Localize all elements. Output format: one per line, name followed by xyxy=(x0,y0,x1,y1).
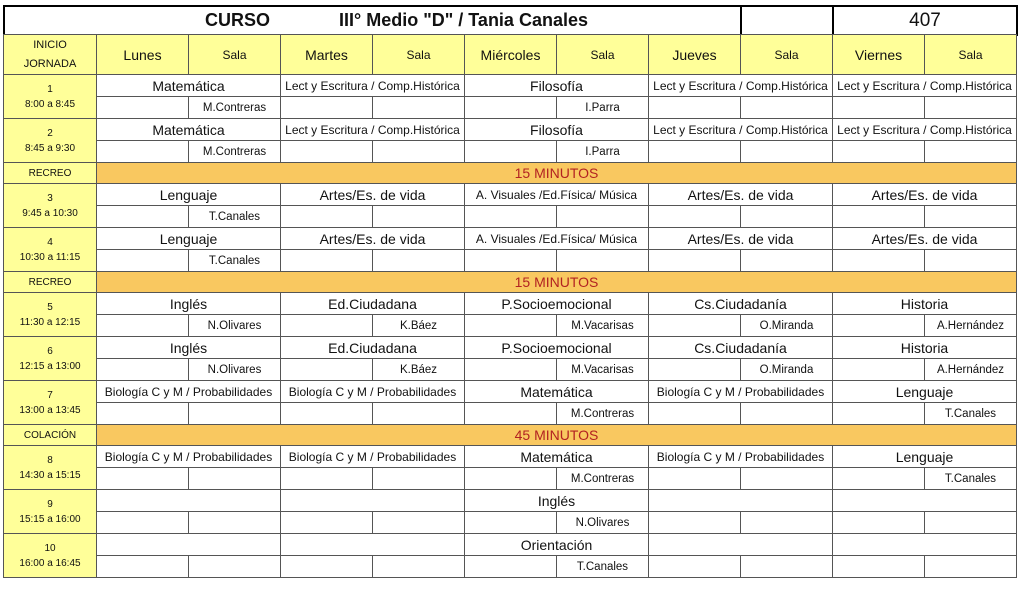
subject-cell: Inglés xyxy=(97,293,281,315)
break-row xyxy=(4,272,1017,293)
period-subject-row xyxy=(4,534,1017,556)
room-cell xyxy=(649,403,741,425)
period-teacher-row xyxy=(4,97,1017,119)
title-spacer-cell xyxy=(741,6,833,35)
room-cell xyxy=(465,359,557,381)
room-cell xyxy=(649,141,741,163)
subject-cell: Artes/Es. de vida xyxy=(281,184,465,206)
header-jornada-line2: JORNADA xyxy=(23,57,77,70)
period-number: 9 xyxy=(47,498,53,510)
room-cell xyxy=(833,250,925,272)
room-cell xyxy=(465,556,557,578)
period-number: 6 xyxy=(47,345,53,357)
header-jornada-line1: INICIO xyxy=(33,38,67,51)
period-label-cell xyxy=(4,337,97,381)
room-cell xyxy=(833,97,925,119)
period-number: 7 xyxy=(47,389,53,401)
teacher-cell: T.Canales xyxy=(189,206,281,228)
teacher-cell: T.Canales xyxy=(557,556,649,578)
teacher-cell xyxy=(189,468,281,490)
period-time: 8:00 a 8:45 xyxy=(24,98,76,110)
subject-cell xyxy=(833,534,1017,556)
teacher-cell xyxy=(741,403,833,425)
period-label-cell xyxy=(4,381,97,425)
teacher-cell xyxy=(741,250,833,272)
header-sala: Sala xyxy=(189,35,281,75)
subject-cell: Lect y Escritura / Comp.Histórica xyxy=(833,119,1017,141)
subject-cell: Lect y Escritura / Comp.Histórica xyxy=(281,119,465,141)
room-cell xyxy=(281,250,373,272)
period-time: 11:30 a 12:15 xyxy=(19,316,81,328)
teacher-cell xyxy=(189,556,281,578)
room-cell xyxy=(281,97,373,119)
header-day: Viernes xyxy=(833,35,925,75)
room-cell xyxy=(649,512,741,534)
period-label-cell xyxy=(4,446,97,490)
room-cell xyxy=(465,141,557,163)
period-label-cell xyxy=(4,119,97,163)
course-title-cell xyxy=(4,6,741,35)
subject-cell: Filosofía xyxy=(465,75,649,97)
period-subject-row xyxy=(4,119,1017,141)
header-sala: Sala xyxy=(925,35,1017,75)
period-teacher-row xyxy=(4,556,1017,578)
teacher-cell xyxy=(557,250,649,272)
subject-cell: Lect y Escritura / Comp.Histórica xyxy=(649,119,833,141)
room-cell xyxy=(649,359,741,381)
subject-cell: Cs.Ciudadanía xyxy=(649,293,833,315)
period-subject-row xyxy=(4,446,1017,468)
subject-cell: Lect y Escritura / Comp.Histórica xyxy=(833,75,1017,97)
room-cell xyxy=(281,141,373,163)
subject-cell: Inglés xyxy=(465,490,649,512)
subject-cell: Lenguaje xyxy=(833,381,1017,403)
teacher-cell xyxy=(741,97,833,119)
subject-cell: Matemática xyxy=(97,75,281,97)
break-label: RECREO xyxy=(4,272,97,293)
teacher-cell xyxy=(741,556,833,578)
room-cell xyxy=(97,206,189,228)
teacher-cell xyxy=(557,206,649,228)
teacher-cell xyxy=(741,512,833,534)
period-time: 8:45 a 9:30 xyxy=(24,142,76,154)
subject-cell: Lect y Escritura / Comp.Histórica xyxy=(649,75,833,97)
header-day: Miércoles xyxy=(465,35,557,75)
teacher-cell: A.Hernández xyxy=(925,315,1017,337)
period-number: 2 xyxy=(47,127,53,139)
period-label-cell xyxy=(4,228,97,272)
subject-cell: P.Socioemocional xyxy=(465,337,649,359)
room-cell xyxy=(649,97,741,119)
teacher-cell xyxy=(925,141,1017,163)
period-teacher-row xyxy=(4,315,1017,337)
subject-cell: Ed.Ciudadana xyxy=(281,337,465,359)
room-cell xyxy=(649,250,741,272)
period-label-cell xyxy=(4,534,97,578)
room-number: 407 xyxy=(833,6,1017,35)
teacher-cell: N.Olivares xyxy=(189,315,281,337)
teacher-cell: M.Contreras xyxy=(189,97,281,119)
subject-cell: Artes/Es. de vida xyxy=(833,228,1017,250)
header-day: Lunes xyxy=(97,35,189,75)
subject-cell: P.Socioemocional xyxy=(465,293,649,315)
room-cell xyxy=(97,359,189,381)
period-subject-row xyxy=(4,381,1017,403)
room-cell xyxy=(97,403,189,425)
period-subject-row xyxy=(4,184,1017,206)
room-cell xyxy=(97,250,189,272)
teacher-cell: I.Parra xyxy=(557,141,649,163)
teacher-cell: N.Olivares xyxy=(189,359,281,381)
timetable xyxy=(3,34,1017,578)
period-time: 14:30 a 15:15 xyxy=(19,469,81,481)
teacher-cell: M.Vacarisas xyxy=(557,359,649,381)
subject-cell xyxy=(649,534,833,556)
period-number: 5 xyxy=(47,301,53,313)
subject-cell: Ed.Ciudadana xyxy=(281,293,465,315)
period-number: 10 xyxy=(44,542,56,554)
teacher-cell: O.Miranda xyxy=(741,359,833,381)
header-day: Martes xyxy=(281,35,373,75)
room-cell xyxy=(281,315,373,337)
subject-cell xyxy=(281,490,465,512)
period-number: 8 xyxy=(47,454,53,466)
room-cell xyxy=(281,403,373,425)
teacher-cell xyxy=(741,206,833,228)
teacher-cell: A.Hernández xyxy=(925,359,1017,381)
room-cell xyxy=(833,512,925,534)
period-time: 13:00 a 13:45 xyxy=(19,404,81,416)
subject-cell: Matemática xyxy=(465,446,649,468)
room-cell xyxy=(649,556,741,578)
period-number: 1 xyxy=(47,83,53,95)
subject-cell: Artes/Es. de vida xyxy=(833,184,1017,206)
break-label: RECREO xyxy=(4,163,97,184)
teacher-cell xyxy=(373,97,465,119)
teacher-cell: M.Contreras xyxy=(189,141,281,163)
room-cell xyxy=(465,250,557,272)
room-cell xyxy=(465,206,557,228)
subject-cell: Lenguaje xyxy=(833,446,1017,468)
period-teacher-row xyxy=(4,250,1017,272)
subject-cell: Biología C y M / Probabilidades xyxy=(281,446,465,468)
header-sala: Sala xyxy=(741,35,833,75)
period-teacher-row xyxy=(4,468,1017,490)
subject-cell xyxy=(97,490,281,512)
header-row xyxy=(4,35,1017,75)
period-subject-row xyxy=(4,337,1017,359)
teacher-cell xyxy=(741,141,833,163)
room-cell xyxy=(833,315,925,337)
teacher-cell xyxy=(189,403,281,425)
teacher-cell: T.Canales xyxy=(925,468,1017,490)
curso-label: CURSO xyxy=(205,10,271,30)
subject-cell: Biología C y M / Probabilidades xyxy=(281,381,465,403)
break-duration: 15 MINUTOS xyxy=(97,272,1017,293)
period-subject-row xyxy=(4,228,1017,250)
period-time: 12:15 a 13:00 xyxy=(19,360,81,372)
teacher-cell xyxy=(925,556,1017,578)
subject-cell: Biología C y M / Probabilidades xyxy=(649,381,833,403)
subject-cell: Lenguaje xyxy=(97,184,281,206)
teacher-cell xyxy=(373,250,465,272)
room-cell xyxy=(281,468,373,490)
break-label: COLACIÓN xyxy=(4,425,97,446)
break-duration: 45 MINUTOS xyxy=(97,425,1017,446)
room-cell xyxy=(281,512,373,534)
room-cell xyxy=(649,206,741,228)
room-cell xyxy=(97,141,189,163)
subject-cell: Historia xyxy=(833,293,1017,315)
subject-cell: Historia xyxy=(833,337,1017,359)
subject-cell: Artes/Es. de vida xyxy=(649,184,833,206)
period-subject-row xyxy=(4,490,1017,512)
period-subject-row xyxy=(4,75,1017,97)
period-label-cell xyxy=(4,293,97,337)
break-row xyxy=(4,425,1017,446)
subject-cell: Matemática xyxy=(97,119,281,141)
teacher-cell: T.Canales xyxy=(189,250,281,272)
teacher-cell xyxy=(373,512,465,534)
room-cell xyxy=(97,97,189,119)
room-cell xyxy=(833,556,925,578)
room-cell xyxy=(97,315,189,337)
teacher-cell xyxy=(741,468,833,490)
header-day: Jueves xyxy=(649,35,741,75)
room-cell xyxy=(649,315,741,337)
room-cell xyxy=(281,556,373,578)
room-cell xyxy=(465,315,557,337)
period-label-cell xyxy=(4,184,97,228)
room-cell xyxy=(465,97,557,119)
subject-cell: Filosofía xyxy=(465,119,649,141)
subject-cell: Biología C y M / Probabilidades xyxy=(97,446,281,468)
room-cell xyxy=(833,359,925,381)
period-time: 9:45 a 10:30 xyxy=(22,207,78,219)
room-cell xyxy=(833,206,925,228)
subject-cell: Matemática xyxy=(465,381,649,403)
teacher-cell: K.Báez xyxy=(373,359,465,381)
subject-cell: Inglés xyxy=(97,337,281,359)
teacher-cell xyxy=(925,206,1017,228)
teacher-cell xyxy=(925,250,1017,272)
subject-cell xyxy=(833,490,1017,512)
room-cell xyxy=(649,468,741,490)
room-cell xyxy=(465,512,557,534)
teacher-cell: M.Vacarisas xyxy=(557,315,649,337)
subject-cell: Biología C y M / Probabilidades xyxy=(649,446,833,468)
teacher-cell: K.Báez xyxy=(373,315,465,337)
teacher-cell xyxy=(373,141,465,163)
subject-cell xyxy=(97,534,281,556)
period-number: 4 xyxy=(47,236,53,248)
room-cell xyxy=(833,403,925,425)
teacher-cell xyxy=(925,512,1017,534)
room-cell xyxy=(97,556,189,578)
period-time: 15:15 a 16:00 xyxy=(19,513,81,525)
subject-cell: Cs.Ciudadanía xyxy=(649,337,833,359)
title-table xyxy=(3,5,1018,36)
period-subject-row xyxy=(4,293,1017,315)
teacher-cell: T.Canales xyxy=(925,403,1017,425)
period-label-cell xyxy=(4,490,97,534)
teacher-cell: N.Olivares xyxy=(557,512,649,534)
period-teacher-row xyxy=(4,359,1017,381)
period-time: 10:30 a 11:15 xyxy=(19,251,81,263)
teacher-cell xyxy=(373,403,465,425)
break-row xyxy=(4,163,1017,184)
room-cell xyxy=(833,141,925,163)
subject-cell: Lect y Escritura / Comp.Histórica xyxy=(281,75,465,97)
subject-cell: Artes/Es. de vida xyxy=(281,228,465,250)
header-jornada-cell xyxy=(4,35,97,75)
subject-cell: Orientación xyxy=(465,534,649,556)
break-duration: 15 MINUTOS xyxy=(97,163,1017,184)
teacher-cell: M.Contreras xyxy=(557,403,649,425)
room-cell xyxy=(465,468,557,490)
period-number: 3 xyxy=(47,192,53,204)
subject-cell xyxy=(649,490,833,512)
teacher-cell xyxy=(925,97,1017,119)
teacher-cell xyxy=(373,468,465,490)
teacher-cell xyxy=(189,512,281,534)
period-label-cell xyxy=(4,75,97,119)
subject-cell: A. Visuales /Ed.Física/ Música xyxy=(465,184,649,206)
subject-cell: Lenguaje xyxy=(97,228,281,250)
header-sala: Sala xyxy=(373,35,465,75)
period-teacher-row xyxy=(4,206,1017,228)
period-teacher-row xyxy=(4,512,1017,534)
room-cell xyxy=(97,468,189,490)
subject-cell xyxy=(281,534,465,556)
room-cell xyxy=(281,359,373,381)
course-title: III° Medio "D" / Tania Canales xyxy=(339,10,588,30)
room-cell xyxy=(465,403,557,425)
header-sala: Sala xyxy=(557,35,649,75)
period-teacher-row xyxy=(4,403,1017,425)
subject-cell: A. Visuales /Ed.Física/ Música xyxy=(465,228,649,250)
room-cell xyxy=(833,468,925,490)
period-time: 16:00 a 16:45 xyxy=(19,557,81,569)
teacher-cell xyxy=(373,206,465,228)
teacher-cell: O.Miranda xyxy=(741,315,833,337)
room-cell xyxy=(281,206,373,228)
subject-cell: Biología C y M / Probabilidades xyxy=(97,381,281,403)
period-teacher-row xyxy=(4,141,1017,163)
teacher-cell xyxy=(373,556,465,578)
teacher-cell: I.Parra xyxy=(557,97,649,119)
subject-cell: Artes/Es. de vida xyxy=(649,228,833,250)
room-cell xyxy=(97,512,189,534)
title-row xyxy=(4,6,1017,35)
teacher-cell: M.Contreras xyxy=(557,468,649,490)
